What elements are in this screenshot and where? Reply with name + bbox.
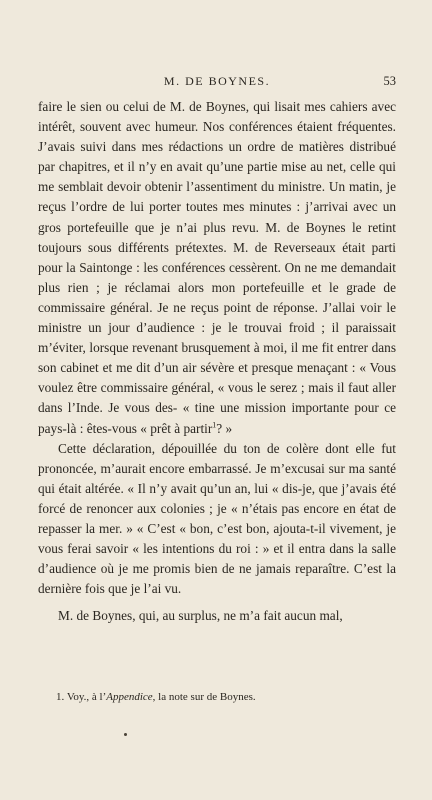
ink-dot [124,733,127,736]
paragraph-1 [38,97,396,439]
paragraph-3: M. de Boynes, qui, au surplus, ne m’a fait aucun mal, [58,608,343,624]
footnote-marker: 1 [212,420,217,430]
running-head: M. DE BOYNES. [163,74,271,88]
paragraph-1-end: ? » [216,420,233,436]
footnote [56,690,396,704]
footnote-number: 1. [56,691,65,703]
body-text [38,97,396,626]
footnote-suffix: , la note sur de Boynes. [152,691,256,703]
footnote-prefix: Voy., à l’ [66,691,107,703]
page-number: 53 [383,74,396,88]
paragraph-2: Cette déclaration, dépouillée du ton de colère dont elle fut prononcée, m’aurait encore embarrassé. Je m’excusai sur ma santé qui était altérée. « Il n’y avait qu’un an, lui « dis-je, que j’avais été forcé de renoncer aux colonies ; je « n’étais pas encore en état de repasser la mer. » « C’est « bon, c’est bon, ajouta-t-il vivement, je vous ferai savoir « les intentions du roi : » et il entra dans la salle d’audience où je me promis bien de ne jamais reparaître. C’est la dernière fois que je l’ai vu. [38,440,396,597]
footnote-italic: Appendice [106,691,153,703]
paragraph-1-text: faire le sien ou celui de M. de Boynes, qui lisait mes cahiers avec intérêt, souvent avec humeur. Nos conférences étaient fréquentes. J’avais suivi dans mes rédactions un ordre de matières distribué par chapitres, et il n’y en avait qu’une partie mise au net, celle qui me semblait devoir obtenir l’assentiment du ministre. Un matin, je reçus l’ordre de lui porter toutes mes minutes : j’arrivai avec un gros portefeuille que je n’ai plus revu. M. de Boynes le retint toujours sous différents prétextes. M. de Reverseaux était parti pour la Saintonge : les conférences cessèrent. On ne me demandait plus rien ; je réclamai alors mon portefeuille et le grade de commissaire général. Je ne reçus point de réponse. J’allai voir le ministre un jour d’audience : je le trouvai froid ; il paraissait m’éviter, lorsque revenant brusquement à moi, il me fit entrer dans son cabinet et me dit d’un air sévère et presque menaçant : « Vous voulez être commissaire général, « vous le serez ; mais il faut aller dans l’Inde. Je vous des- « tine une mission importante pour ce pays-là : êtes-vous « prêt à partir [38,99,396,436]
page-header [38,74,396,90]
